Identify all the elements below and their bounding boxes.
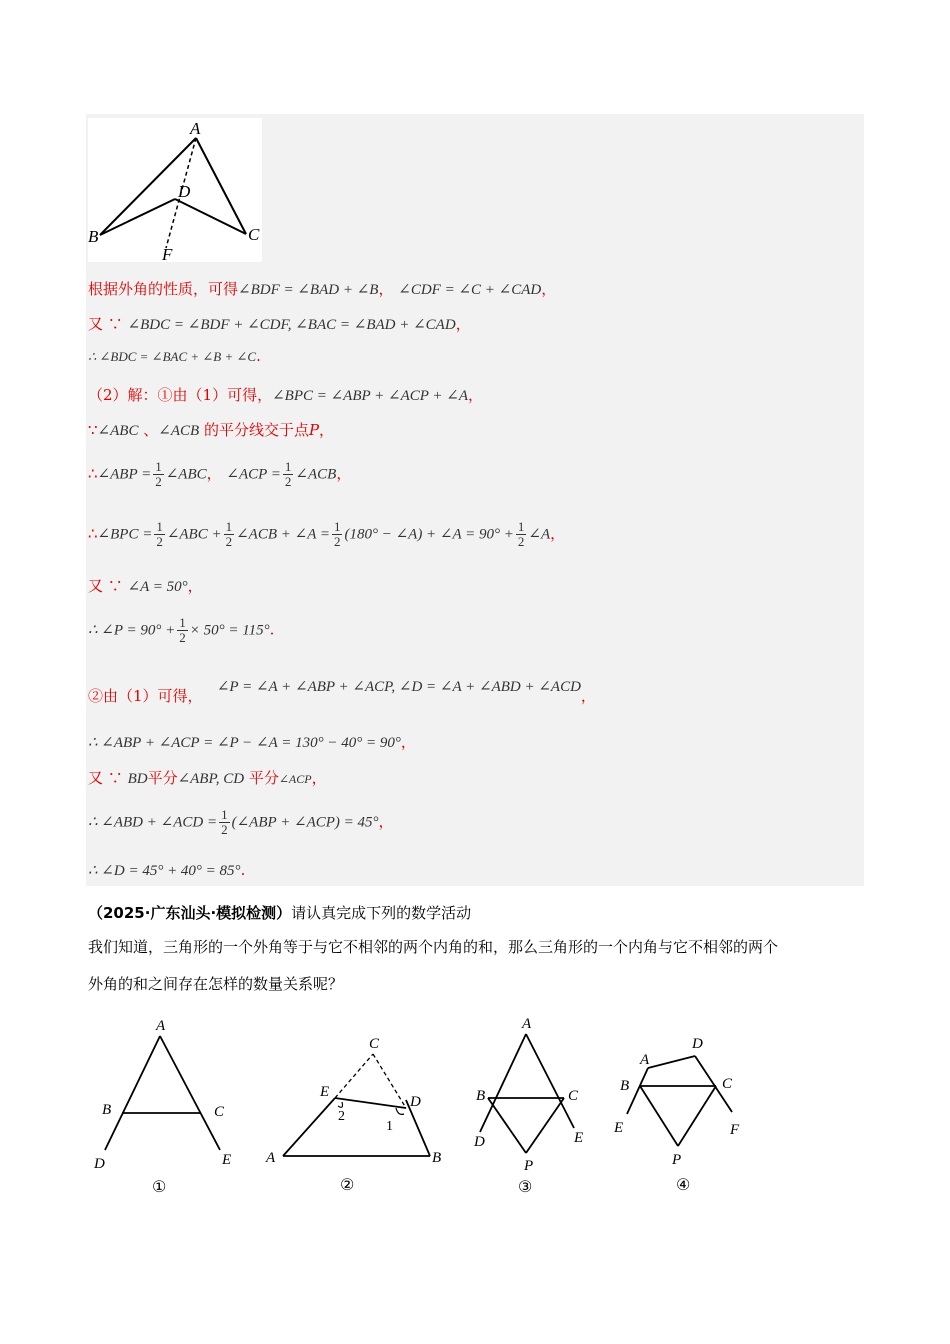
- formula: ∠CDF = ∠C + ∠CAD: [398, 282, 542, 298]
- fig1-label-a: A: [156, 1018, 166, 1034]
- formula: ∠BDC = ∠BDF + ∠CDF, ∠BAC = ∠BAD + ∠CAD: [127, 317, 456, 333]
- text: 平分: [248, 769, 279, 787]
- fig2-label-d: D: [410, 1094, 421, 1110]
- fig4-label-d: D: [692, 1036, 703, 1052]
- question-body-line-2: 外角的和之间存在怎样的数量关系呢？: [88, 975, 344, 993]
- fig4-label-p: P: [672, 1152, 682, 1168]
- text: ，: [206, 464, 222, 483]
- text: ，: [187, 577, 203, 595]
- formula: (∠ABP + ∠ACP) = 45°: [231, 814, 379, 831]
- solution-line-11: [88, 732, 416, 753]
- fig1-caption: ①: [152, 1179, 167, 1196]
- text: ∴: [88, 464, 98, 483]
- label-b: B: [88, 227, 99, 246]
- text: （2）解：①由（1）可得，: [88, 386, 273, 404]
- solution-line-1: [88, 279, 556, 300]
- fig3-label-e: E: [574, 1130, 584, 1146]
- point-label: P: [308, 421, 320, 439]
- figure-2: [265, 1036, 441, 1194]
- text: 平分: [147, 769, 178, 787]
- formula: ∠ACP =: [226, 466, 281, 483]
- figure-1: [93, 1018, 231, 1196]
- fraction: [177, 616, 188, 645]
- fig2-line-cd-dashed: [373, 1054, 406, 1108]
- fig3-label-d: D: [474, 1134, 485, 1150]
- denominator: 2: [284, 474, 292, 489]
- fig3-line-ae: [526, 1034, 574, 1128]
- text: ∴: [88, 524, 98, 543]
- fig4-label-f: F: [730, 1122, 740, 1138]
- fig1-label-b: B: [102, 1102, 112, 1118]
- fig1-label-d: D: [94, 1156, 105, 1172]
- question-source: （2025·广东汕头·模拟检测）: [88, 904, 292, 922]
- fig2-angle-1-arc: [396, 1108, 404, 1114]
- formula: ∴ ∠ABP + ∠ACP = ∠P − ∠A = 130° − 40° = 90°: [88, 735, 401, 751]
- formula: ∠P = ∠A + ∠ABP + ∠ACP, ∠D = ∠A + ∠ABD + ∠ACD: [216, 679, 581, 695]
- fig2-label-angle-2: 2: [338, 1109, 345, 1124]
- text: ，: [378, 280, 394, 298]
- fraction: [224, 520, 235, 549]
- segment-ac: [196, 138, 246, 234]
- formula: ∠ABC: [165, 466, 207, 483]
- solution-line-9: [88, 616, 274, 645]
- solution-line-3: [88, 346, 261, 367]
- fig2-angle-2-arc: [338, 1102, 343, 1107]
- fig2-label-angle-1: 1: [386, 1119, 393, 1134]
- fig2-label-e: E: [320, 1084, 330, 1100]
- solution-line-10: [88, 679, 596, 707]
- fig4-caption: ④: [676, 1177, 691, 1194]
- fig2-label-a: A: [266, 1150, 276, 1166]
- formula: ∠A = 50°: [127, 579, 188, 595]
- fraction: [219, 808, 230, 837]
- numerator: 1: [333, 519, 341, 534]
- formula: × 50° = 115°: [189, 622, 270, 639]
- numerator: 1: [225, 519, 233, 534]
- text: 的平分线交于点: [203, 421, 309, 439]
- text: 又 ∵: [88, 577, 123, 595]
- formula: ∠ABP, CD: [177, 771, 245, 787]
- denominator: 2: [179, 630, 186, 645]
- denominator: 2: [517, 534, 525, 549]
- numerator: 1: [179, 615, 186, 630]
- fig4-label-c: C: [722, 1076, 733, 1092]
- denominator: 2: [221, 822, 228, 837]
- text: .: [240, 861, 246, 879]
- fig4-label-e: E: [614, 1120, 624, 1136]
- formula: ∴ ∠BDC = ∠BAC + ∠B + ∠C: [88, 349, 257, 364]
- question-title-text: 请认真完成下列的数学活动: [291, 904, 472, 922]
- solution-line-2: [88, 314, 471, 335]
- fraction: [153, 460, 164, 489]
- fig2-label-c: C: [369, 1036, 380, 1052]
- formula: ∠ACB: [295, 466, 337, 483]
- denominator: 2: [156, 534, 163, 549]
- fig2-label-b: B: [432, 1150, 442, 1166]
- formula: ∠BPC = ∠ABP + ∠ACP + ∠A: [272, 388, 469, 404]
- label-a: A: [190, 119, 201, 138]
- fraction: [154, 520, 165, 549]
- formula: ∠ACB + ∠A =: [236, 526, 330, 543]
- formula: ∴ ∠ABD + ∠ACD =: [88, 814, 218, 831]
- formula: ∠A: [528, 526, 551, 543]
- label-c: C: [248, 225, 260, 244]
- formula: ∠BPC =: [97, 526, 153, 543]
- fig4-line-ae: [627, 1068, 648, 1114]
- formula: (180° − ∠A) + ∠A = 90° +: [344, 526, 514, 543]
- fig4-line-cp: [678, 1086, 716, 1146]
- fig2-line-ec-dashed: [335, 1054, 373, 1098]
- solution-line-6: [88, 460, 351, 489]
- text: ，: [400, 733, 416, 751]
- figure-4: [613, 1036, 740, 1194]
- numerator: 1: [156, 519, 163, 534]
- fig4-label-b: B: [620, 1078, 630, 1094]
- fraction: [516, 520, 527, 549]
- fig3-label-a: A: [522, 1016, 532, 1032]
- formula: ∠ACB: [158, 423, 200, 439]
- question-title: [88, 902, 471, 923]
- fig3-label-p: P: [524, 1158, 534, 1174]
- text: ，: [455, 315, 471, 333]
- text: ，: [580, 687, 596, 705]
- text: 又 ∵: [88, 769, 123, 787]
- text: ，: [319, 421, 335, 439]
- text: 又 ∵: [88, 315, 123, 333]
- denominator: 2: [333, 534, 341, 549]
- text: 根据外角的性质，可得: [88, 280, 239, 298]
- fig1-line-ad: [105, 1036, 160, 1150]
- segment-dc: [175, 199, 246, 234]
- solution-line-8: [88, 576, 203, 597]
- formula: ∠BDF = ∠BAD + ∠B: [238, 282, 379, 298]
- formula: ∠ABC +: [166, 526, 222, 543]
- solution-line-5: [88, 420, 334, 441]
- fraction: [283, 460, 294, 489]
- fig3-label-b: B: [476, 1088, 486, 1104]
- label-f: F: [162, 245, 173, 262]
- fig2-line-ed: [335, 1098, 406, 1108]
- fig3-line-bp: [488, 1098, 526, 1153]
- figures-row: [80, 1010, 780, 1210]
- question-body-line-1: 我们知道，三角形的一个外角等于与它不相邻的两个内角的和，那么三角形的一个内角与它不相邻的两个: [88, 938, 779, 956]
- segment-bd: [100, 199, 175, 235]
- formula: ∠ACP: [278, 772, 312, 786]
- fig4-line-bp: [640, 1086, 678, 1146]
- fig1-label-c: C: [214, 1104, 225, 1120]
- formula: ∴ ∠P = 90° +: [88, 622, 176, 639]
- top-figure: [88, 118, 262, 262]
- fig3-caption: ③: [518, 1179, 533, 1196]
- fig3-line-ad: [480, 1034, 526, 1132]
- fig2-caption: ②: [340, 1177, 355, 1194]
- solution-line-14: [88, 860, 245, 881]
- solution-line-4: [88, 385, 483, 406]
- text: 、: [143, 421, 159, 439]
- formula: ∴ ∠D = 45° + 40° = 85°: [88, 863, 241, 879]
- numerator: 1: [517, 519, 525, 534]
- fig1-label-e: E: [222, 1152, 232, 1168]
- label-d: D: [178, 182, 191, 201]
- text: ∵: [88, 421, 98, 439]
- fig4-line-ad: [648, 1056, 695, 1068]
- text: ，: [336, 464, 352, 483]
- top-figure-svg: [88, 118, 262, 262]
- formula: ∠ABP =: [97, 466, 152, 483]
- numerator: 1: [284, 459, 292, 474]
- figure-3: [473, 1016, 583, 1196]
- text: .: [269, 620, 275, 639]
- solution-line-7: [88, 520, 565, 549]
- text: ，: [311, 769, 327, 787]
- text: ，: [550, 524, 566, 543]
- text: .: [256, 347, 261, 365]
- text: ，: [541, 280, 557, 298]
- denominator: 2: [225, 534, 233, 549]
- denominator: 2: [155, 474, 162, 489]
- formula: BD: [127, 771, 148, 787]
- fig1-line-ae: [160, 1036, 220, 1150]
- numerator: 1: [155, 459, 162, 474]
- fig3-label-c: C: [568, 1088, 579, 1104]
- fraction: [332, 520, 343, 549]
- fig2-line-ae: [283, 1098, 335, 1156]
- solution-line-13: [88, 808, 394, 837]
- text: ，: [468, 386, 484, 404]
- solution-line-12: [88, 768, 327, 789]
- fig4-label-a: A: [640, 1052, 650, 1068]
- text: ②由（1）可得，: [88, 687, 203, 705]
- fig3-line-cp: [526, 1098, 564, 1153]
- numerator: 1: [221, 807, 228, 822]
- text: ，: [378, 812, 394, 831]
- formula: ∠ABC: [97, 423, 139, 439]
